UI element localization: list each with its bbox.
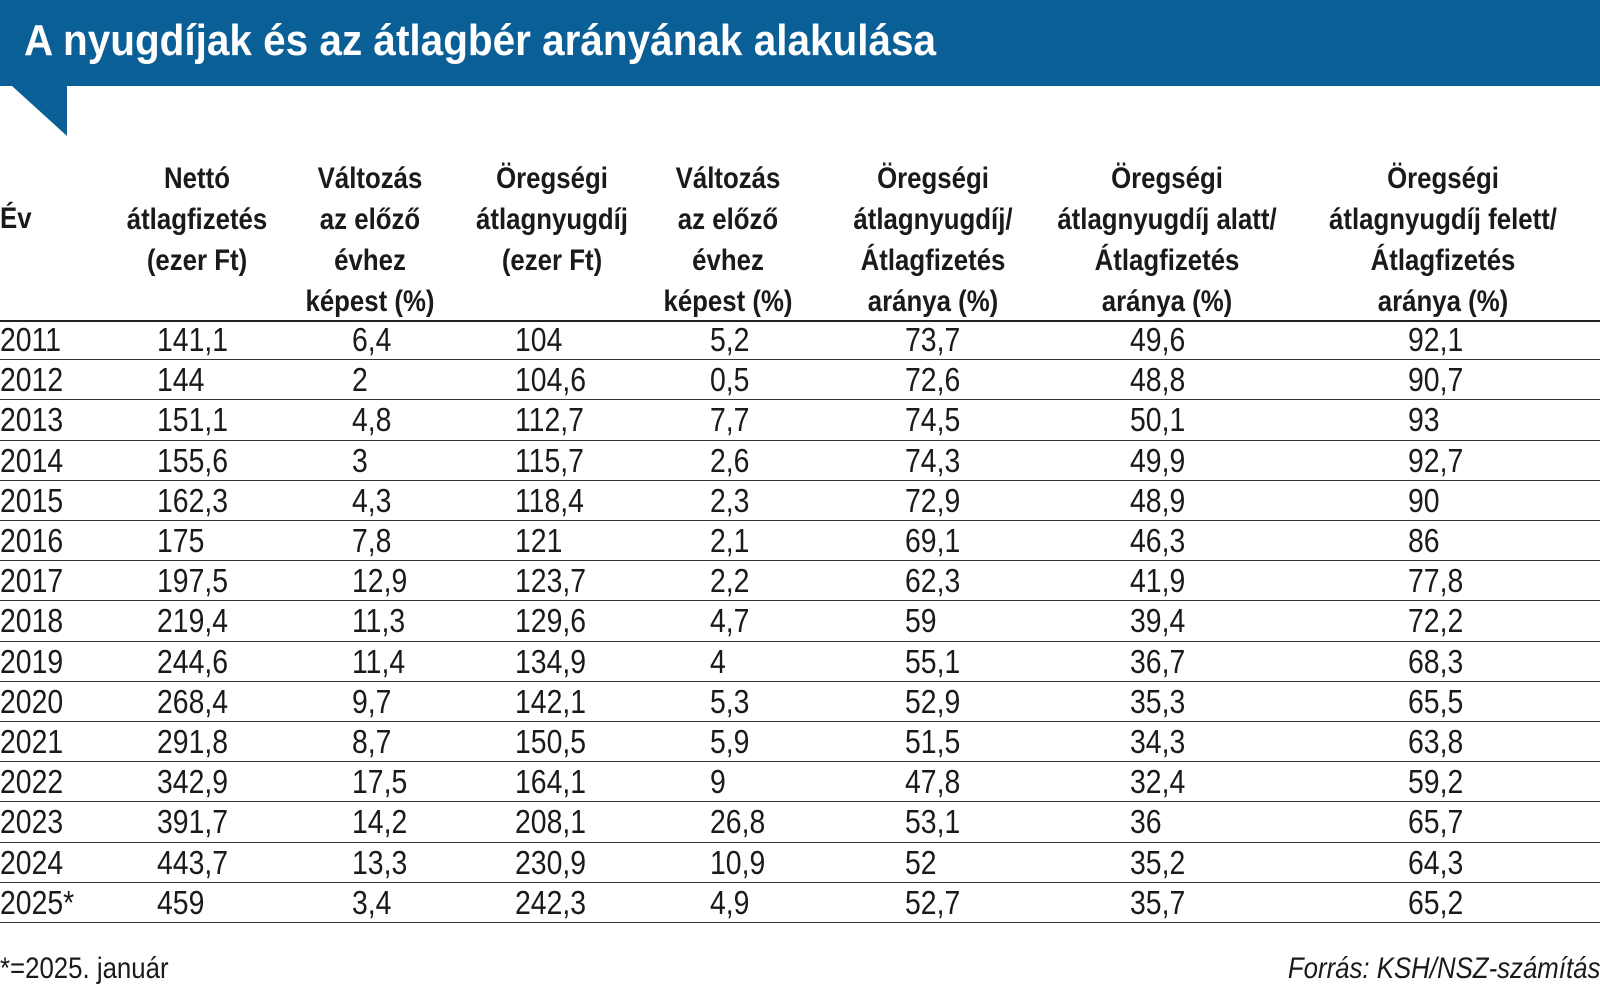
column-header-line: átlagfizetés xyxy=(126,203,268,236)
table-cell-net_wage: 151,1 xyxy=(157,401,229,439)
table-cell-ratio_above: 90,7 xyxy=(1408,361,1464,399)
table-cell-ratio_below: 32,4 xyxy=(1130,763,1186,801)
column-header-line: Átlagfizetés xyxy=(1094,244,1240,277)
column-header-line: átlagnyugdíj xyxy=(476,203,628,236)
table-cell-net_wage: 342,9 xyxy=(157,763,229,801)
table-cell-net_wage: 268,4 xyxy=(157,682,229,720)
table-cell-wage_change: 7,8 xyxy=(352,522,392,559)
table-cell-net_wage: 197,5 xyxy=(157,562,229,600)
column-header-line: Átlagfizetés xyxy=(860,244,1006,277)
column-header-line: átlagnyugdíj alatt/ xyxy=(1057,203,1277,236)
table-cell-pension: 142,1 xyxy=(515,682,587,720)
table-cell-wage_change: 4,3 xyxy=(352,481,392,519)
row-divider xyxy=(0,600,1600,601)
table-cell-ratio_above: 93 xyxy=(1408,401,1440,439)
table-cell-ratio_below: 41,9 xyxy=(1130,562,1186,600)
table-cell-pension: 134,9 xyxy=(515,642,587,680)
table-cell-ratio_above: 65,2 xyxy=(1408,883,1464,921)
table-cell-wage_change: 17,5 xyxy=(352,763,408,801)
column-header-line: aránya (%) xyxy=(867,285,999,318)
table-cell-ratio: 73,7 xyxy=(905,321,961,358)
column-header-line: Öregségi xyxy=(496,162,608,195)
table-cell-ratio_above: 65,7 xyxy=(1408,803,1464,841)
table-cell-ratio_above: 72,2 xyxy=(1408,602,1464,640)
table-cell-ratio_below: 49,6 xyxy=(1130,321,1186,358)
table-cell-ratio: 69,1 xyxy=(905,522,961,559)
table-cell-pension_change: 2,1 xyxy=(710,522,750,559)
column-header-line: az előző xyxy=(319,203,421,236)
table-cell-pension_change: 7,7 xyxy=(710,401,750,439)
table-cell-pension: 129,6 xyxy=(515,602,587,640)
table-cell-net_wage: 162,3 xyxy=(157,481,229,519)
table-cell-ratio_above: 59,2 xyxy=(1408,763,1464,801)
table-cell-ratio_above: 63,8 xyxy=(1408,723,1464,760)
table-cell-ratio_above: 68,3 xyxy=(1408,642,1464,680)
table-cell-ratio_below: 35,2 xyxy=(1130,843,1186,881)
banner-corner-flag xyxy=(12,86,67,136)
table-cell-pension_change: 2,6 xyxy=(710,441,750,479)
row-year-cell: 2017 xyxy=(0,562,64,600)
row-year-cell: 2021 xyxy=(0,723,64,760)
row-year-cell: 2020 xyxy=(0,682,64,720)
row-year-cell: 2023 xyxy=(0,803,64,841)
table-cell-pension: 123,7 xyxy=(515,562,587,600)
table-cell-ratio_below: 35,3 xyxy=(1130,682,1186,720)
table-cell-ratio_below: 34,3 xyxy=(1130,723,1186,760)
table-cell-pension: 118,4 xyxy=(515,481,584,519)
column-header-line: aránya (%) xyxy=(1101,285,1233,318)
table-cell-ratio_above: 86 xyxy=(1408,522,1440,559)
column-header-line: évhez xyxy=(334,244,406,277)
table-cell-ratio: 72,6 xyxy=(905,361,961,399)
table-cell-wage_change: 13,3 xyxy=(352,843,408,881)
table-cell-ratio_below: 49,9 xyxy=(1130,441,1186,479)
row-divider xyxy=(0,359,1600,360)
table-cell-net_wage: 141,1 xyxy=(157,321,229,358)
table-cell-pension_change: 4,7 xyxy=(710,602,750,640)
title-banner xyxy=(0,0,1600,86)
table-cell-wage_change: 12,9 xyxy=(352,562,408,600)
table-cell-net_wage: 144 xyxy=(157,361,205,399)
column-header-line: az előző xyxy=(677,203,779,236)
row-year-cell: 2011 xyxy=(0,321,62,358)
column-header-line: aránya (%) xyxy=(1377,285,1509,318)
header-rule xyxy=(0,320,1600,322)
table-cell-ratio_below: 50,1 xyxy=(1130,401,1186,439)
table-cell-pension_change: 5,9 xyxy=(710,723,750,760)
column-header-line: (ezer Ft) xyxy=(501,244,603,277)
table-cell-net_wage: 291,8 xyxy=(157,723,229,760)
table-cell-pension: 104,6 xyxy=(515,361,587,399)
table-cell-wage_change: 8,7 xyxy=(352,723,392,760)
column-header-ratio_above xyxy=(1271,158,1600,322)
row-divider xyxy=(0,842,1600,843)
table-cell-wage_change: 3 xyxy=(352,441,368,479)
table-cell-pension: 112,7 xyxy=(515,401,584,439)
table-cell-wage_change: 4,8 xyxy=(352,401,392,439)
column-header-line: Öregségi xyxy=(1111,162,1223,195)
table-cell-ratio: 55,1 xyxy=(905,642,961,680)
table-cell-ratio_above: 65,5 xyxy=(1408,682,1464,720)
row-divider xyxy=(0,922,1600,923)
table-cell-ratio: 72,9 xyxy=(905,481,961,519)
table-cell-ratio_above: 90 xyxy=(1408,481,1440,519)
table-cell-ratio_below: 39,4 xyxy=(1130,602,1186,640)
table-cell-pension: 115,7 xyxy=(515,441,584,479)
row-divider xyxy=(0,882,1600,883)
row-divider xyxy=(0,399,1600,400)
table-cell-ratio_below: 35,7 xyxy=(1130,883,1186,921)
table-cell-pension_change: 9 xyxy=(710,763,726,801)
table-cell-pension: 104 xyxy=(515,321,563,358)
table-cell-net_wage: 443,7 xyxy=(157,843,229,881)
column-header-line: átlagnyugdíj/ xyxy=(853,203,1013,236)
table-cell-ratio_above: 92,1 xyxy=(1408,321,1464,358)
row-divider xyxy=(0,560,1600,561)
table-cell-net_wage: 244,6 xyxy=(157,642,229,680)
table-cell-wage_change: 6,4 xyxy=(352,321,392,358)
row-year-cell: 2018 xyxy=(0,602,64,640)
column-header-line: Év xyxy=(0,202,32,235)
chart-title: A nyugdíjak és az átlagbér arányának alakulása xyxy=(24,16,936,65)
table-cell-net_wage: 391,7 xyxy=(157,803,229,841)
column-header-line: Átlagfizetés xyxy=(1370,244,1516,277)
row-divider xyxy=(0,721,1600,722)
table-cell-pension: 164,1 xyxy=(515,763,587,801)
row-year-cell: 2013 xyxy=(0,401,64,439)
column-header-line: képest (%) xyxy=(305,285,435,318)
table-cell-wage_change: 9,7 xyxy=(352,682,392,720)
table-cell-pension_change: 4,9 xyxy=(710,883,750,921)
row-divider xyxy=(0,801,1600,802)
table-cell-pension: 230,9 xyxy=(515,843,587,881)
table-cell-pension_change: 4 xyxy=(710,642,726,680)
table-cell-wage_change: 11,3 xyxy=(352,602,406,640)
column-header-line: Változás xyxy=(317,162,423,195)
row-year-cell: 2019 xyxy=(0,642,64,680)
table-cell-ratio_below: 48,9 xyxy=(1130,481,1186,519)
table-cell-pension: 242,3 xyxy=(515,883,587,921)
row-divider xyxy=(0,520,1600,521)
row-divider xyxy=(0,440,1600,441)
row-year-cell: 2022 xyxy=(0,763,64,801)
table-cell-pension_change: 2,2 xyxy=(710,562,750,600)
column-header-line: (ezer Ft) xyxy=(146,244,248,277)
table-cell-ratio: 52,7 xyxy=(905,883,961,921)
table-cell-ratio_above: 64,3 xyxy=(1408,843,1464,881)
table-cell-ratio_below: 36 xyxy=(1130,803,1162,841)
row-divider xyxy=(0,480,1600,481)
table-cell-ratio_above: 77,8 xyxy=(1408,562,1464,600)
table-cell-wage_change: 14,2 xyxy=(352,803,408,841)
table-cell-pension: 208,1 xyxy=(515,803,587,841)
table-cell-net_wage: 219,4 xyxy=(157,602,229,640)
table-cell-pension_change: 26,8 xyxy=(710,803,766,841)
table-cell-ratio: 52,9 xyxy=(905,682,961,720)
row-year-cell: 2024 xyxy=(0,843,64,881)
table-cell-pension_change: 5,3 xyxy=(710,682,750,720)
column-header-line: Nettó xyxy=(164,162,230,195)
table-cell-ratio: 59 xyxy=(905,602,937,640)
table-cell-wage_change: 2 xyxy=(352,361,368,399)
table-cell-ratio: 47,8 xyxy=(905,763,961,801)
column-header-line: képest (%) xyxy=(663,285,793,318)
table-cell-pension_change: 2,3 xyxy=(710,481,750,519)
table-cell-pension_change: 0,5 xyxy=(710,361,750,399)
table-cell-pension: 150,5 xyxy=(515,723,587,760)
table-cell-ratio: 53,1 xyxy=(905,803,961,841)
row-year-cell: 2015 xyxy=(0,481,64,519)
column-header-line: évhez xyxy=(692,244,764,277)
column-header-line: Öregségi xyxy=(1387,162,1499,195)
table-cell-pension: 121 xyxy=(515,522,563,559)
table-cell-ratio_below: 46,3 xyxy=(1130,522,1186,559)
table-cell-ratio_above: 92,7 xyxy=(1408,441,1464,479)
table-cell-ratio: 74,3 xyxy=(905,441,961,479)
row-divider xyxy=(0,681,1600,682)
table-cell-ratio: 51,5 xyxy=(905,723,961,760)
table-cell-wage_change: 11,4 xyxy=(352,642,406,680)
table-cell-pension_change: 5,2 xyxy=(710,321,750,358)
table-cell-net_wage: 459 xyxy=(157,883,205,921)
table-cell-pension_change: 10,9 xyxy=(710,843,766,881)
row-divider xyxy=(0,641,1600,642)
table-cell-net_wage: 155,6 xyxy=(157,441,229,479)
table-cell-ratio: 74,5 xyxy=(905,401,961,439)
column-header-line: Változás xyxy=(675,162,781,195)
table-cell-ratio: 62,3 xyxy=(905,562,961,600)
row-year-cell: 2016 xyxy=(0,522,64,559)
table-cell-net_wage: 175 xyxy=(157,522,205,559)
table-cell-ratio_below: 36,7 xyxy=(1130,642,1186,680)
column-header-line: Öregségi xyxy=(877,162,989,195)
row-year-cell: 2012 xyxy=(0,361,64,399)
row-divider xyxy=(0,761,1600,762)
table-cell-wage_change: 3,4 xyxy=(352,883,392,921)
footnote: *=2025. január xyxy=(0,952,169,985)
source-note: Forrás: KSH/NSZ-számítás xyxy=(1287,952,1600,985)
row-year-cell: 2014 xyxy=(0,441,64,479)
column-header-line: átlagnyugdíj felett/ xyxy=(1329,203,1557,236)
table-cell-ratio: 52 xyxy=(905,843,937,881)
row-year-cell: 2025* xyxy=(0,883,75,921)
table-cell-ratio_below: 48,8 xyxy=(1130,361,1186,399)
